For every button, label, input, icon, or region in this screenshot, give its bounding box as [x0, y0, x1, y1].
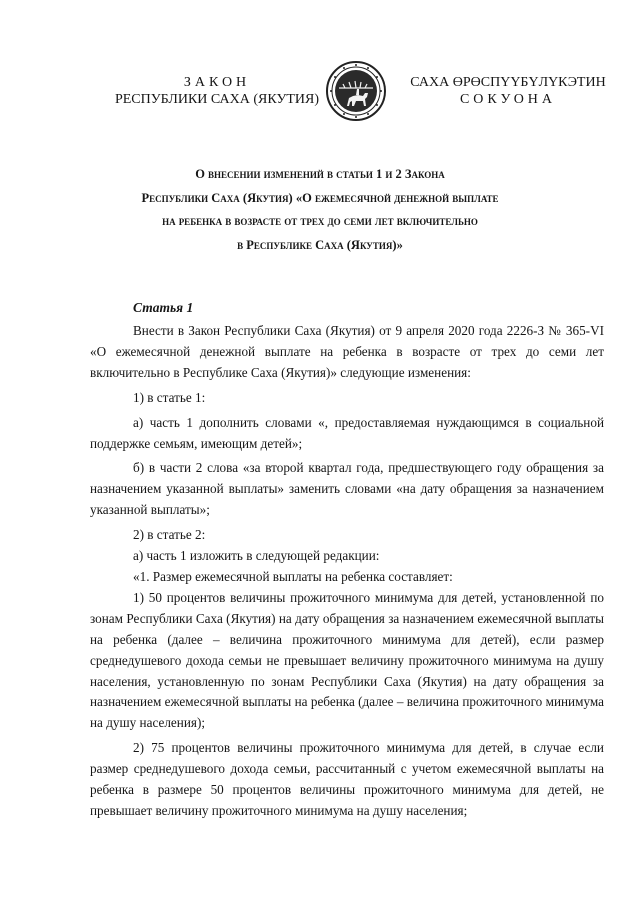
article-paragraph: 1) 50 процентов величины прожиточного минимума для детей, установленной по зонам Республики Саха (Якутия) на дату обращения за назначением ежемесячной выплаты на ребенка (далее – величина прожиточного минимума для детей), если размер среднедушевого дохода семьи не превышает величину прожиточного минимума на душу населения, установленную по зонам Республики Саха (Якутия) на дату обращения за назначением ежемесячной выплаты на ребенка (далее – величина прожиточного минимума на душу населения);	[90, 589, 604, 731]
header-right-line1: САХА ӨРӨСПҮҮБҮЛҮКЭТИН	[410, 75, 606, 90]
law-title-line1: О внесении изменений в статьи 1 и 2 Закона	[195, 167, 445, 181]
law-title	[80, 163, 560, 257]
header-right	[408, 74, 608, 108]
article-paragraph: 2) 75 процентов величины прожиточного минимума для детей, в случае если размер среднедушевого дохода семьи, рассчитанный с учетом ежемесячной выплаты на ребенка в размере 50 процентов величины прожиточного минимума для детей, не превышает величину прожиточного минимума на душу населения;	[90, 740, 604, 818]
article-paragraph: «1. Размер ежемесячной выплаты на ребенка составляет:	[133, 568, 453, 584]
header-left	[112, 74, 322, 108]
article-body	[90, 321, 604, 822]
republic-coat-of-arms-icon	[325, 60, 387, 122]
article-paragraph: а) часть 1 дополнить словами «, предоставляемая нуждающимся в социальной поддержке семьям, имеющим детей»;	[90, 414, 604, 451]
law-title-line4: в Республике Саха (Якутия)»	[237, 237, 403, 252]
header-left-line2: РЕСПУБЛИКИ САХА (ЯКУТИЯ)	[114, 92, 320, 107]
article-paragraph: 1) в статье 1:	[133, 389, 206, 405]
article-paragraph: б) в части 2 слова «за второй квартал года, предшествующего году обращения за назначением указанной выплаты» заменить словами «на дату обращения за назначением указанной выплаты»;	[90, 460, 604, 518]
law-title-line2: Республики Саха (Якутия) «О ежемесячной денежной выплате	[141, 190, 499, 205]
article-paragraph: 2) в статье 2:	[133, 527, 206, 543]
article-paragraph: а) часть 1 изложить в следующей редакции:	[133, 548, 380, 564]
article-paragraph: Внести в Закон Республики Саха (Якутия) от 9 апреля 2020 года 2226-З № 365-VI «О ежемесячной денежной выплате на ребенка в возрасте от трех до семи лет включительно в Республике Саха (Якутия)» следующие изменения:	[90, 323, 604, 380]
law-title-line3: на ребенка в возрасте от трех до семи лет включительно	[162, 214, 478, 228]
header-left-line1: ЗАКОН	[183, 75, 251, 90]
header-right-line2: СОКУОНА	[459, 92, 557, 107]
article-heading: Статья 1	[133, 300, 194, 315]
